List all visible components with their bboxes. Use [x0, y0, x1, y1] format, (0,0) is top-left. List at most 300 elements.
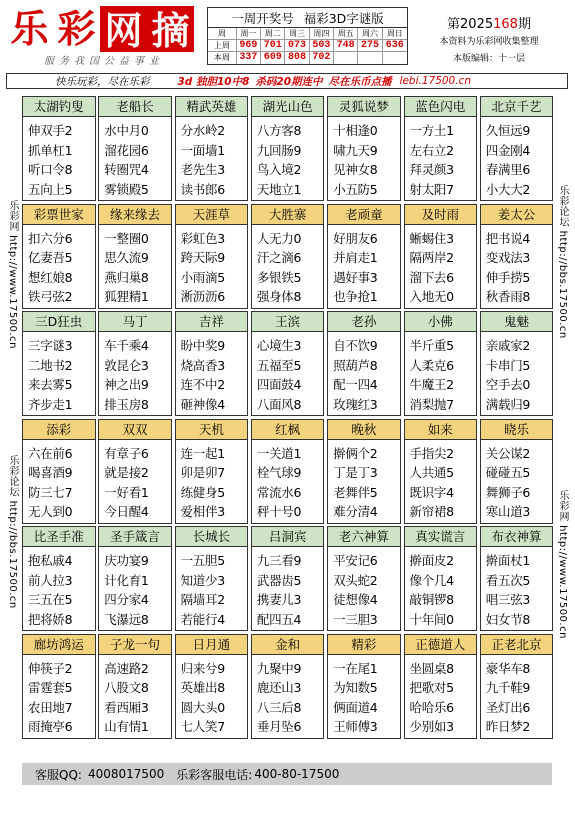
puzzle-line: 像个几4	[409, 572, 454, 588]
puzzle-line: 人柔克6	[409, 357, 454, 373]
puzzle-line: 啸九天9	[333, 142, 378, 158]
puzzle-cell	[22, 204, 96, 309]
puzzle-line: 五福至5	[256, 357, 302, 373]
puzzle-line: 左右立2	[409, 142, 454, 158]
puzzle-author-name: 正老北京	[481, 635, 553, 655]
side-text-left-bottom: 乐彩论坛 http://bbs.17500.cn	[7, 455, 18, 609]
issue-info	[410, 7, 568, 65]
this-week-row: 本周 337 609 808 702	[208, 52, 407, 64]
puzzle-lines	[176, 547, 248, 629]
puzzle-cell	[251, 526, 325, 631]
puzzle-line: 妇女节8	[485, 611, 531, 627]
puzzle-author-name: 晚秋	[328, 420, 400, 440]
puzzle-line: 新帘裙8	[409, 504, 454, 519]
puzzle-line: 一方土1	[409, 123, 454, 138]
puzzle-row	[22, 526, 552, 633]
puzzle-line: 并肩走1	[333, 250, 378, 265]
puzzle-line: 把歌对5	[409, 680, 454, 695]
puzzle-line: 水中月0	[104, 123, 149, 138]
qq-number: 4008017500	[87, 767, 165, 781]
puzzle-author-name: 金和	[252, 635, 324, 655]
puzzle-cell	[175, 311, 249, 416]
puzzle-line: 垂月坠6	[256, 719, 302, 734]
puzzle-cell	[175, 96, 249, 201]
puzzle-line: 舞狮子6	[485, 484, 531, 500]
puzzle-line: 玫瑰红3	[333, 396, 378, 412]
puzzle-line: 为知数5	[333, 680, 378, 695]
puzzle-line: 九三看9	[256, 553, 302, 568]
puzzle-line: 双头蛇2	[333, 572, 378, 588]
puzzle-lines	[328, 332, 400, 414]
puzzle-cell	[404, 526, 478, 631]
puzzle-line: 丁是丁3	[333, 465, 378, 480]
puzzle-line: 豪华车8	[485, 660, 531, 676]
puzzle-cell	[404, 419, 478, 524]
logo-char: 网	[100, 6, 147, 52]
puzzle-cell	[22, 311, 96, 416]
puzzle-line: 今日醒4	[104, 504, 149, 519]
puzzle-line: 消梨抛7	[409, 396, 454, 412]
puzzle-line: 四面鼓4	[256, 377, 302, 392]
puzzle-line: 伸手捞5	[485, 269, 531, 285]
puzzle-line: 一在尾1	[333, 660, 378, 676]
puzzle-line: 汗之滴6	[256, 250, 302, 265]
puzzle-line: 八面风8	[256, 396, 302, 412]
puzzle-row	[22, 204, 552, 311]
puzzle-line: 若能行4	[180, 611, 225, 627]
puzzle-author-name: 天涯草	[176, 205, 248, 225]
puzzle-line: 爱相伴3	[180, 504, 225, 519]
side-text-right-bottom: 乐彩网 http://www.17500.cn	[557, 490, 568, 639]
puzzle-line: 心境生3	[256, 338, 302, 353]
puzzle-line: 铁弓弦2	[28, 289, 73, 304]
puzzle-line: 齐步走1	[28, 396, 73, 412]
puzzle-line: 俩面道4	[333, 699, 378, 715]
issue-number: 第2025168期	[447, 17, 531, 32]
puzzle-lines	[176, 225, 248, 307]
puzzle-author-name: 比圣手准	[23, 527, 95, 547]
phone-number: 400-80-17500	[254, 767, 340, 781]
puzzle-line: 十年间0	[409, 611, 454, 627]
puzzle-lines	[328, 225, 400, 307]
puzzle-lines	[252, 117, 324, 199]
puzzle-line: 四分家4	[104, 592, 149, 607]
puzzle-line: 溜下去6	[409, 269, 454, 285]
puzzle-line: 来去雾5	[28, 377, 73, 392]
puzzle-cell	[480, 526, 554, 631]
puzzle-cell	[22, 96, 96, 201]
puzzle-line: 五向上5	[28, 181, 73, 197]
puzzle-lines	[481, 655, 553, 737]
puzzle-cell	[404, 311, 478, 416]
puzzle-cell	[480, 419, 554, 524]
puzzle-line: 转圈咒4	[104, 162, 149, 177]
puzzle-line: 常流水6	[256, 484, 302, 500]
puzzle-author-name: 圣手箴言	[99, 527, 171, 547]
puzzle-cell	[480, 96, 554, 201]
puzzle-line: 碰碰五5	[485, 465, 531, 480]
puzzle-author-name: 马丁	[99, 312, 171, 332]
puzzle-line: 亿妻吾5	[28, 250, 73, 265]
puzzle-cell	[327, 311, 401, 416]
puzzle-author-name: 天机	[176, 420, 248, 440]
puzzle-lines	[23, 440, 95, 522]
puzzle-lines	[99, 547, 171, 629]
puzzle-cell	[98, 204, 172, 309]
puzzle-grid	[22, 96, 552, 739]
puzzle-line: 喝喜酒9	[28, 465, 73, 480]
puzzle-line: 山有情1	[104, 719, 149, 734]
puzzle-line: 分水岭2	[180, 123, 225, 138]
puzzle-row	[22, 419, 552, 526]
puzzle-line: 小五防5	[333, 181, 378, 197]
puzzle-row	[22, 311, 552, 418]
puzzle-author-name: 太湖钓叟	[23, 97, 95, 117]
puzzle-line: 擀面杖1	[485, 553, 531, 568]
puzzle-author-name: 老顽童	[328, 205, 400, 225]
puzzle-author-name: 晓乐	[481, 420, 553, 440]
puzzle-cell	[251, 419, 325, 524]
puzzle-lines	[405, 655, 477, 737]
puzzle-lines	[252, 332, 324, 414]
puzzle-cell	[22, 526, 96, 631]
puzzle-author-name: 真实谎言	[405, 527, 477, 547]
puzzle-lines	[23, 655, 95, 737]
slogan-bar	[6, 73, 568, 89]
puzzle-line: 九千鞋9	[485, 680, 531, 695]
puzzle-line: 雨掩亭6	[28, 719, 73, 734]
footer	[22, 763, 552, 785]
puzzle-line: 一好看1	[104, 484, 149, 500]
puzzle-line: 卯是卯7	[180, 465, 225, 480]
puzzle-line: 久恒远9	[485, 123, 531, 138]
puzzle-line: 鹿还山3	[256, 680, 302, 695]
puzzle-line: 老先生3	[180, 162, 225, 177]
puzzle-cell	[175, 204, 249, 309]
puzzle-line: 人共通5	[409, 465, 454, 480]
puzzle-line: 射太阳7	[409, 181, 454, 197]
puzzle-author-name: 正德道人	[405, 635, 477, 655]
puzzle-line: 归来兮9	[180, 660, 225, 676]
puzzle-line: 一五胆5	[180, 553, 225, 568]
puzzle-author-name: 三D狂虫	[23, 312, 95, 332]
puzzle-lines	[99, 225, 171, 307]
last-week-row: 上周 969 701 073 503 748 275 636	[208, 40, 407, 52]
puzzle-author-name: 蓝色闪电	[405, 97, 477, 117]
puzzle-line: 就是接2	[104, 465, 149, 480]
qq-label: 客服QQ:	[35, 767, 82, 782]
puzzle-line: 遇好事3	[333, 269, 378, 285]
puzzle-lines	[481, 547, 553, 629]
puzzle-line: 圆大头0	[180, 699, 225, 715]
puzzle-line: 天地立1	[256, 181, 302, 197]
puzzle-line: 坐圆桌8	[409, 660, 454, 676]
puzzle-author-name: 王滨	[252, 312, 324, 332]
puzzle-lines	[481, 332, 553, 414]
puzzle-line: 少别如3	[409, 719, 454, 734]
puzzle-line: 强身体8	[256, 289, 302, 304]
puzzle-line: 关公谋2	[485, 445, 531, 461]
puzzle-line: 三五在5	[28, 592, 73, 607]
puzzle-author-name: 姜太公	[481, 205, 553, 225]
puzzle-line: 春满里6	[485, 162, 531, 177]
puzzle-line: 溜花园6	[104, 142, 149, 158]
puzzle-line: 小大大2	[485, 181, 531, 197]
puzzle-line: 神之出9	[104, 377, 149, 392]
puzzle-cell	[327, 526, 401, 631]
puzzle-lines	[252, 440, 324, 522]
puzzle-line: 连一起1	[180, 445, 225, 461]
promo-3: 尽在乐币点播	[328, 75, 392, 88]
puzzle-line: 淅沥沥6	[180, 289, 225, 304]
puzzle-author-name: 添彩	[23, 420, 95, 440]
puzzle-author-name: 布衣神算	[481, 527, 553, 547]
puzzle-lines	[23, 225, 95, 307]
puzzle-line: 飞瀑远8	[104, 611, 149, 627]
puzzle-lines	[405, 440, 477, 522]
puzzle-line: 抓单杠1	[28, 142, 73, 158]
puzzle-line: 满载归9	[485, 396, 531, 412]
logo-slogan: 服务我国公益事业	[44, 56, 164, 67]
puzzle-lines	[252, 547, 324, 629]
puzzle-line: 秋香雨8	[485, 289, 531, 304]
puzzle-line: 九聚中9	[256, 660, 302, 676]
puzzle-line: 连不中2	[180, 377, 225, 392]
puzzle-line: 八股文8	[104, 680, 149, 695]
puzzle-line: 携妻儿3	[256, 592, 302, 607]
puzzle-line: 空手去0	[485, 377, 531, 392]
puzzle-lines	[481, 440, 553, 522]
puzzle-row	[22, 96, 552, 203]
puzzle-line: 高速路2	[104, 660, 149, 676]
puzzle-cell	[404, 96, 478, 201]
puzzle-cell	[251, 204, 325, 309]
puzzle-line: 自不饮9	[333, 338, 378, 353]
puzzle-lines	[328, 655, 400, 737]
puzzle-cell	[404, 204, 478, 309]
puzzle-lines	[23, 117, 95, 199]
draw-numbers-table	[207, 7, 408, 65]
puzzle-line: 秤十号0	[256, 504, 302, 519]
puzzle-line: 六在前6	[28, 445, 73, 461]
puzzle-line: 思久流9	[104, 250, 149, 265]
puzzle-line: 砸神像4	[180, 396, 225, 412]
puzzle-lines	[405, 332, 477, 414]
puzzle-author-name: 鬼魅	[481, 312, 553, 332]
puzzle-cell	[98, 419, 172, 524]
puzzle-line: 九回肠9	[256, 142, 302, 158]
puzzle-lines	[405, 117, 477, 199]
puzzle-author-name: 小佛	[405, 312, 477, 332]
puzzle-lines	[176, 440, 248, 522]
puzzle-line: 烧高香3	[180, 357, 225, 373]
puzzle-lines	[405, 225, 477, 307]
puzzle-line: 四金刚4	[485, 142, 531, 158]
puzzle-line: 老舞伴5	[333, 484, 378, 500]
puzzle-line: 一面墙1	[180, 142, 225, 158]
puzzle-line: 三字谜3	[28, 338, 73, 353]
puzzle-line: 伸筷子2	[28, 660, 73, 676]
puzzle-cell	[98, 526, 172, 631]
puzzle-line: 排玉房8	[104, 396, 149, 412]
puzzle-author-name: 湖光山色	[252, 97, 324, 117]
puzzle-line: 看五次5	[485, 572, 531, 588]
puzzle-line: 一整圈0	[104, 230, 149, 246]
puzzle-cell	[480, 311, 554, 416]
side-text-left-top: 乐彩网 http://www.17500.cn	[7, 200, 18, 349]
puzzle-cell	[480, 634, 554, 739]
puzzle-lines	[23, 547, 95, 629]
puzzle-line: 防三七7	[28, 484, 73, 500]
puzzle-cell	[327, 419, 401, 524]
puzzle-line: 难分清4	[333, 504, 378, 519]
puzzle-line: 狐狸精1	[104, 289, 149, 304]
puzzle-cell	[175, 526, 249, 631]
puzzle-author-name: 双双	[99, 420, 171, 440]
puzzle-line: 听口令8	[28, 162, 73, 177]
puzzle-author-name: 红枫	[252, 420, 324, 440]
puzzle-line: 雷霆套5	[28, 680, 73, 695]
logo	[6, 6, 202, 67]
puzzle-line: 盼中奖9	[180, 338, 225, 353]
puzzle-line: 变戏法3	[485, 250, 531, 265]
puzzle-line: 七人笑7	[180, 719, 225, 734]
puzzle-cell	[251, 311, 325, 416]
puzzle-author-name: 北京千艺	[481, 97, 553, 117]
puzzle-cell	[327, 96, 401, 201]
puzzle-lines	[328, 440, 400, 522]
puzzle-line: 照葫芦8	[333, 357, 378, 373]
puzzle-lines	[328, 117, 400, 199]
side-text-right-top: 乐彩论坛 http://bbs.17500.cn	[557, 185, 568, 339]
puzzle-author-name: 及时雨	[405, 205, 477, 225]
puzzle-cell	[98, 311, 172, 416]
puzzle-line: 一关道1	[256, 445, 302, 461]
puzzle-line: 手指尖2	[409, 445, 454, 461]
puzzle-line: 见神女8	[333, 162, 378, 177]
puzzle-cell	[98, 634, 172, 739]
puzzle-line: 昨日梦2	[485, 719, 531, 734]
puzzle-lines	[99, 117, 171, 199]
puzzle-line: 前人拉3	[28, 572, 73, 588]
puzzle-lines	[481, 117, 553, 199]
logo-char: 摘	[147, 6, 194, 52]
puzzle-line: 八三后8	[256, 699, 302, 715]
puzzle-cell	[175, 634, 249, 739]
puzzle-line: 扣六分6	[28, 230, 73, 246]
puzzle-line: 配四五4	[256, 611, 302, 627]
puzzle-lines	[99, 440, 171, 522]
puzzle-line: 一三胆3	[333, 611, 378, 627]
weekday-row: 周 周一 周二 周三 周四 周五 周六 周日	[208, 28, 407, 40]
puzzle-line: 栓气球9	[256, 465, 302, 480]
puzzle-lines	[176, 655, 248, 737]
puzzle-line: 也争抢1	[333, 289, 378, 304]
puzzle-line: 圣灯出6	[485, 699, 531, 715]
editor-note: 本版编辑：十一层	[452, 54, 525, 64]
promo-2: 杀码20期连中	[255, 75, 323, 88]
puzzle-line: 既识字4	[409, 484, 454, 500]
puzzle-cell	[251, 634, 325, 739]
puzzle-lines	[99, 332, 171, 414]
puzzle-author-name: 精武英雄	[176, 97, 248, 117]
puzzle-line: 蜥蜴住3	[409, 230, 454, 246]
puzzle-line: 武器齿5	[256, 572, 302, 588]
puzzle-line: 擀俩个2	[333, 445, 378, 461]
puzzle-line: 雾锁殿5	[104, 181, 149, 197]
puzzle-line: 徒想像4	[333, 592, 378, 607]
puzzle-line: 敦昆仑3	[104, 357, 149, 373]
puzzle-author-name: 日月通	[176, 635, 248, 655]
puzzle-line: 人无力0	[256, 230, 302, 246]
puzzle-cell	[175, 419, 249, 524]
puzzle-author-name: 精彩	[328, 635, 400, 655]
puzzle-line: 唱三弦3	[485, 592, 531, 607]
source-note: 本资料为乐彩网收集整理	[439, 37, 539, 47]
phone-label: 乐彩客服电话:	[176, 767, 253, 782]
puzzle-lines	[176, 117, 248, 199]
puzzle-line: 亲戚家2	[485, 338, 531, 353]
puzzle-cell	[22, 419, 96, 524]
puzzle-line: 哈哈乐6	[409, 699, 454, 715]
puzzle-lines	[99, 655, 171, 737]
puzzle-line: 抱私戚4	[28, 553, 73, 568]
puzzle-author-name: 大胜寨	[252, 205, 324, 225]
puzzle-line: 燕归巢8	[104, 269, 149, 285]
promo-link[interactable]: lebi.17500.cn	[399, 75, 471, 87]
puzzle-cell	[98, 96, 172, 201]
puzzle-line: 读书郎6	[180, 181, 225, 197]
puzzle-author-name: 灵狐说梦	[328, 97, 400, 117]
puzzle-line: 英雄出8	[180, 680, 225, 695]
promo-1: 3d 独胆10中8	[177, 75, 250, 88]
puzzle-lines	[405, 547, 477, 629]
puzzle-line: 寒山道3	[485, 504, 531, 519]
puzzle-line: 农田地7	[28, 699, 73, 715]
puzzle-row	[22, 634, 552, 741]
puzzle-cell	[327, 204, 401, 309]
puzzle-cell	[22, 634, 96, 739]
puzzle-line: 想红娘8	[28, 269, 73, 285]
puzzle-line: 知道少3	[180, 572, 225, 588]
puzzle-line: 把书说4	[485, 230, 531, 246]
puzzle-author-name: 彩票世家	[23, 205, 95, 225]
puzzle-cell	[251, 96, 325, 201]
puzzle-cell	[327, 634, 401, 739]
puzzle-lines	[481, 225, 553, 307]
puzzle-line: 卡串门5	[485, 357, 531, 373]
puzzle-author-name: 长城长	[176, 527, 248, 547]
puzzle-line: 好朋友6	[333, 230, 378, 246]
puzzle-line: 八方客8	[256, 123, 302, 138]
puzzle-line: 彩虹色3	[180, 230, 225, 246]
puzzle-line: 入地无0	[409, 289, 454, 304]
puzzle-author-name: 老孙	[328, 312, 400, 332]
puzzle-line: 小雨滴5	[180, 269, 225, 285]
puzzle-line: 计化育1	[104, 572, 149, 588]
puzzle-author-name: 老六神算	[328, 527, 400, 547]
puzzle-line: 二地书2	[28, 357, 73, 373]
puzzle-line: 跨天际9	[180, 250, 225, 265]
puzzle-lines	[176, 332, 248, 414]
puzzle-line: 鸟入境2	[256, 162, 302, 177]
motto: 快乐玩彩，尽在乐彩	[55, 75, 150, 88]
puzzle-lines	[252, 225, 324, 307]
logo-char: 乐	[10, 6, 49, 51]
puzzle-line: 练健身5	[180, 484, 225, 500]
puzzle-author-name: 子龙一句	[99, 635, 171, 655]
puzzle-line: 看西厢3	[104, 699, 149, 715]
